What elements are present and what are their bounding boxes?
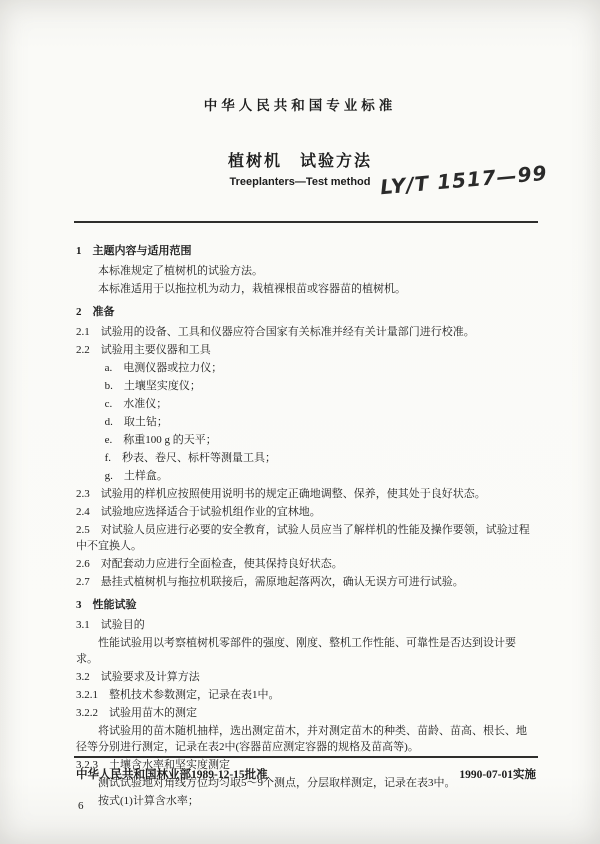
doc-block-list: b. 土壤坚实度仪； [104,380,201,392]
footer-approval-text: 中华人民共和国林业部1989-12-15批准 [76,769,268,781]
doc-block-clause: 2.1 试验用的设备、工具和仪器应符合国家有关标准并经有关计量部门进行校准。 [76,326,475,338]
doc-block-para: 按式(1)计算含水率； [98,795,199,807]
document-subtitle-english: Treeplanters—Test method [229,176,371,188]
page-number: 6 [78,800,84,812]
doc-block-clause: 2.3 试验用的样机应按照使用说明书的规定正确地调整、保养，使其处于良好状态。 [76,488,486,500]
doc-block-para: 本标准规定了植树机的试验方法。 [98,265,263,277]
standard-org-label: 中华人民共和国专业标准 [203,98,397,113]
doc-block-heading: 1 主题内容与适用范围 [76,245,192,257]
doc-block-list: c. 水准仪； [104,398,168,410]
doc-block-list: e. 称重100 g 的天平； [104,434,217,446]
doc-block-list: g. 土样盒。 [104,470,168,482]
standard-code-handwritten: LY/T 1517—99 [379,160,549,200]
doc-block-list: d. 取土钻； [104,416,168,428]
document-title: 植树机 试验方法 [227,153,372,170]
doc-block-clause: 3.2 试验要求及计算方法 [76,671,200,683]
doc-block-clause: 2.4 试验地应选择适合于试验机组作业的宜林地。 [76,506,321,518]
doc-block-clause: 3.1 试验目的 [76,619,145,631]
doc-block-list: f. 秒表、卷尺、标杆等测量工具； [104,452,277,464]
doc-block-clause: 2.7 悬挂式植树机与拖拉机联接后，需原地起落两次，确认无误方可进行试验。 [76,576,464,588]
footer-row [76,766,536,782]
doc-block-para: 测试试验地对角线方位均匀取5～9个测点，分层取样测定，记录在表3中。 [98,777,456,789]
doc-block-heading: 2 准备 [76,306,115,318]
doc-block-heading: 3 性能试验 [76,599,137,611]
doc-block-para: 将试验用的苗木随机抽样，选出测定苗木，并对测定苗木的种类、苗龄、苗高、根长、地径等分别进行测定，记录在表2中(容器苗应测定容器的规格及苗高等)。 [76,725,527,753]
doc-block-clause: 2.5 对试验人员应进行必要的安全教育，试验人员应当了解样机的性能及操作要领，试验过程中不宜换人。 [76,524,530,552]
doc-block-clause: 3.2.3 土壤含水率和坚实度测定 [76,759,230,771]
doc-block-clause: 2.2 试验用主要仪器和工具 [76,344,211,356]
doc-block-clause: 2.6 对配套动力应进行全面检查，使其保持良好状态。 [76,558,343,570]
doc-block-para: 性能试验用以考察植树机零部件的强度、刚度、整机工作性能、可靠性是否达到设计要求。 [76,637,516,665]
footer-implementation-date: 1990-07-01实施 [459,769,536,781]
doc-block-clause: 3.2.2 试验用苗木的测定 [76,707,197,719]
header-divider-rule [74,221,538,223]
doc-block-list: a. 电测仪器或拉力仪； [104,362,223,374]
doc-block-para: 本标准适用于以拖拉机为动力，栽植裸根苗或容器苗的植树机。 [98,283,406,295]
footer-divider-rule [74,756,538,758]
doc-block-clause: 3.2.1 整机技术参数测定，记录在表1中。 [76,689,280,701]
